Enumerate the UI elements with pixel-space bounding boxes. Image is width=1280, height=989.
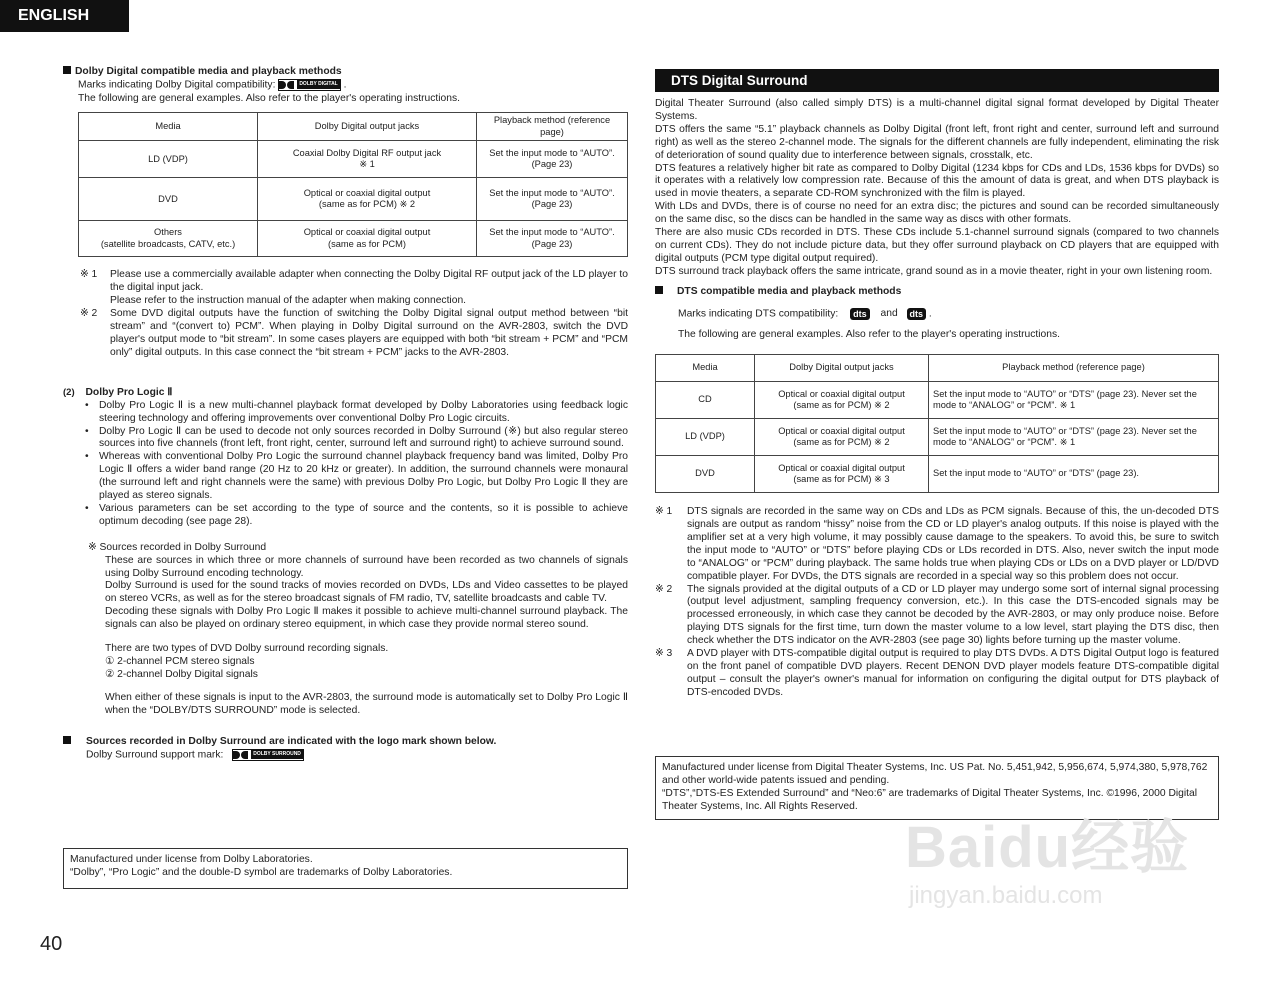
table-cell: DVD	[79, 178, 258, 221]
square-bullet-icon	[63, 66, 71, 74]
table-cell: CD	[656, 382, 755, 419]
watermark-brand: Baidu经验	[905, 815, 1190, 880]
table-cell: LD (VDP)	[79, 141, 258, 178]
table-cell: Set the input mode to “AUTO” or “DTS” (page 23).	[929, 456, 1219, 493]
list-item: ② 2-channel Dolby Digital signals	[105, 668, 258, 680]
dolby-marks-line: Marks indicating Dolby Digital compatibility: DOLBY DIGITAL .	[78, 79, 347, 91]
prologic-heading: (2) Dolby Pro Logic Ⅱ	[63, 386, 173, 398]
note-item: ※ 3 A DVD player with DTS-compatible digital output is required to play DTS DVDs. A DTS Digital Output logo is featured on the front panel of compatible DVD players. Recent DENON DVD player models feature DTS-compatible digital output – consult the player's owner's manual for information on configuring the digital output for DTS playback of DTS-encoded DVDs.	[655, 648, 1219, 698]
square-bullet-icon	[655, 286, 663, 294]
list-item: • Dolby Pro Logic Ⅱ can be used to decode not only sources recorded in Dolby Surround (※) but also regular stereo sources into five channels (front left, front right, center, surround left and surround right) to achieve surround sound.	[85, 425, 628, 450]
dts-intro: Digital Theater Surround (also called simply DTS) is a multi-channel digital signal format developed by Digital Theater Systems. DTS offers the same “5.1” playback channels as Dolby Digital (front left, front right and center, surround left and surround right) as well as the stereo 2-channel mode. The signals for the different channels are fully independent, eliminating the risk of deterioration of sound quality due to interference between signals, crosstalk, etc. DTS features a relatively higher bit rate as compared to Dolby Digital (1234 kbps for CDs and LDs, 1536 kbps for DVDs) so it operates with a relatively low compression rate. Because of this the amount of data is great, and when DTS playback is used in movie theaters, a separate CD-ROM synchronized with the film is played. With LDs and DVDs, there is of course no need for an extra disc; the pictures and sound can be recorded simultaneously on the same disc, so the discs can be handled in the same way as discs with other formats. There are also music CDs recorded in DTS. These CDs include 5.1-channel surround signals (compared to two channels on current CDs). They do not include picture data, but they offer surround playback on CD players that are equipped with digital outputs (PCM type digital output required). DTS surround track playback offers the same intricate, grand sound as in a movie theater, right in your own listening room.	[655, 98, 1219, 277]
right-column	[655, 69, 1219, 700]
table-row	[656, 419, 1219, 456]
dolby-notes	[80, 269, 628, 359]
table-cell: Optical or coaxial digital output (same as for PCM) ※ 3	[755, 456, 929, 493]
dts-logo-icon: dts	[850, 308, 870, 320]
dolby-surround-sources: ※ Sources recorded in Dolby Surround These are sources in which three or more channels of surround have been recorded as two channels of signals using Dolby Surround encoding technology. Dolby Surround is used for the sound tracks of movies recorded on DVDs, LDs and Video cassettes to be played on stereo VCRs, as well as for the stereo broadcast signals of FM radio, TV, satellite broadcasts and cable TV. Decoding these signals with Dolby Pro Logic Ⅱ makes it possible to achieve multi-channel surround playback. The signals can also be played on ordinary stereo equipment, in which case they provide normal stereo sound. There are two types of DVD Dolby surround recording signals. ① 2-channel PCM stereo signals ② 2-channel Dolby Digital signals When either of these signals is input to the AVR-2803, the surround mode is automatically set to Dolby Pro Logic Ⅱ when the “DOLBY/DTS SURROUND” mode is selected.	[88, 541, 628, 716]
list-item: • Whereas with conventional Dolby Pro Logic the surround channel playback frequency band was limited, Dolby Pro Logic Ⅱ offers a wider band range (20 Hz to 20 kHz or greater). In addition, the surround channels were monaural (the surround left and right channels were the same) with previous Dolby Pro Logic, but Dolby Pro Logic Ⅱ they are played as stereo signals.	[85, 451, 628, 502]
dts-methods-heading: DTS compatible media and playback methods	[655, 286, 1219, 299]
prologic-bullets	[85, 400, 628, 529]
dts-license-box: Manufactured under license from Digital Theater Systems, Inc. US Pat. No. 5,451,942, 5,956,674, 5,974,380, 5,978,762 and other world-wide patents issued and pending. “DTS”,“DTS-ES Extended Surround” and “Neo:6” are trademarks of Digital Theater Systems, Inc. ©1996, 2000 Digital Theater Systems, Inc. All Rights Reserved.	[655, 756, 1219, 820]
list-item: ① 2-channel PCM stereo signals	[105, 656, 255, 667]
table-header: Media	[79, 113, 258, 141]
table-cell: Optical or coaxial digital output (same as for PCM) ※ 2	[755, 419, 929, 456]
table-row	[656, 382, 1219, 419]
table-cell: Set the input mode to “AUTO” or “DTS” (page 23). Never set the mode to “ANALOG” or “PCM”. ※ 1	[929, 382, 1219, 419]
note-item: ※ 1 DTS signals are recorded in the same way on CDs and LDs as PCM signals. Because of this, the un-decoded DTS signals are output as random “hissy” noise from the CD or LD player's analog outputs. If this noise is played with the amplifier set at a very high volume, it may possibly cause damage to the speakers. To avoid this, be sure to switch the input mode to “AUTO” or “DTS” before playing CDs or LDs recorded in DTS. Also, never switch the input mode to “ANALOG” or “PCM” during playback. The same holds true when playing CDs or LDs on a DVD player or LD/DVD compatible player. For DVDs, the DTS signals are recorded in a special way so this problem does not occur.	[655, 506, 1219, 582]
list-item: • Dolby Pro Logic Ⅱ is a new multi-channel playback format developed by Dolby Laboratories using feedback logic steering technology and offering improvements over conventional Dolby Pro Logic circuits.	[85, 399, 628, 424]
watermark-url: jingyan.baidu.com	[909, 882, 1103, 909]
table-cell: Optical or coaxial digital output (same as for PCM) ※ 2	[755, 382, 929, 419]
note-item: ※ 2 The signals provided at the digital outputs of a CD or LD player may undergo some sort of internal signal processing (output level adjustment, sampling frequency conversion, etc.). In this case the DTS-encoded signals may be processed erroneously, in which case they cannot be decoded by the AVR-2803, or may only produce noise. Before playing DTS signals for the first time, turn down the master volume to a low level, start playing the DTS disc, then check whether the DTS indicator on the AVR-2803 (see page 30) lights before turning up the master volume.	[655, 583, 1219, 647]
dolby-surround-logo-icon: DOLBY SURROUND	[232, 749, 304, 761]
table-cell: Coaxial Dolby Digital RF output jack ※ 1	[258, 141, 477, 178]
dolby-digital-logo-icon: DOLBY DIGITAL	[278, 79, 340, 91]
table-row	[79, 221, 628, 257]
dts-examples-text: The following are general examples. Also refer to the player's operating instructions.	[678, 329, 1061, 341]
dolby-media-table	[78, 112, 628, 257]
table-cell: Set the input mode to “AUTO”. (Page 23)	[477, 141, 628, 178]
note-item: ※ 2 Some DVD digital outputs have the function of switching the Dolby Digital signal output method between “bit stream” and “(convert to) PCM”. When playing in Dolby Digital surround on the AVR-2803, switch the DVD player's output mode to “bit stream”. In some cases players are equipped with both “bit stream + PCM” and “PCM only” digital outputs. In this case connect the “bit stream + PCM” jacks to the AVR-2803.	[80, 308, 628, 358]
dts-media-table	[655, 354, 1219, 493]
table-row	[79, 141, 628, 178]
table-row	[656, 456, 1219, 493]
table-row	[79, 178, 628, 221]
table-cell: Set the input mode to “AUTO”. (Page 23)	[477, 178, 628, 221]
dolby-examples-text: The following are general examples. Also refer to the player's operating instructions.	[78, 92, 461, 104]
table-cell: Set the input mode to “AUTO” or “DTS” (page 23). Never set the mode to “ANALOG” or “PCM”. ※ 1	[929, 419, 1219, 456]
table-cell: Others (satellite broadcasts, CATV, etc.)	[79, 221, 258, 257]
list-item: • Various parameters can be set according to the type of source and the contents, so it is possible to achieve optimum decoding (see page 28).	[85, 502, 628, 527]
left-column	[63, 66, 628, 762]
dts-notes	[655, 506, 1219, 700]
dts-marks-line: Marks indicating DTS compatibility: dts and dts .	[678, 308, 932, 320]
table-cell: LD (VDP)	[656, 419, 755, 456]
square-bullet-icon	[63, 736, 71, 744]
table-header: Media	[656, 355, 755, 382]
language-tab: ENGLISH	[0, 0, 129, 32]
table-cell: Set the input mode to “AUTO”. (Page 23)	[477, 221, 628, 257]
table-header: Playback method (reference page)	[929, 355, 1219, 382]
table-header: Dolby Digital output jacks	[755, 355, 929, 382]
table-header: Playback method (reference page)	[477, 113, 628, 141]
dolby-license-box: Manufactured under license from Dolby Laboratories. “Dolby”, “Pro Logic” and the double-D symbol are trademarks of Dolby Laboratories.	[63, 848, 628, 889]
table-cell: DVD	[656, 456, 755, 493]
note-item: ※ 1 Please use a commercially available adapter when connecting the Dolby Digital RF output jack of the LD player to the digital input jack. Please refer to the instruction manual of the adapter when making connection.	[80, 269, 628, 307]
dts-logo-icon: dts	[907, 308, 927, 320]
dts-title-bar: DTS Digital Surround	[655, 69, 1219, 92]
surround-mark-section: Sources recorded in Dolby Surround are indicated with the logo mark shown below. Dolby Surround support mark: DOLBY SURROUND	[63, 736, 628, 763]
table-header: Dolby Digital output jacks	[258, 113, 477, 141]
dolby-digital-heading: Dolby Digital compatible media and playback methods	[63, 66, 628, 79]
baidu-watermark	[905, 815, 1235, 945]
table-cell: Optical or coaxial digital output (same as for PCM) ※ 2	[258, 178, 477, 221]
table-cell: Optical or coaxial digital output (same as for PCM)	[258, 221, 477, 257]
page-number: 40	[40, 933, 63, 955]
